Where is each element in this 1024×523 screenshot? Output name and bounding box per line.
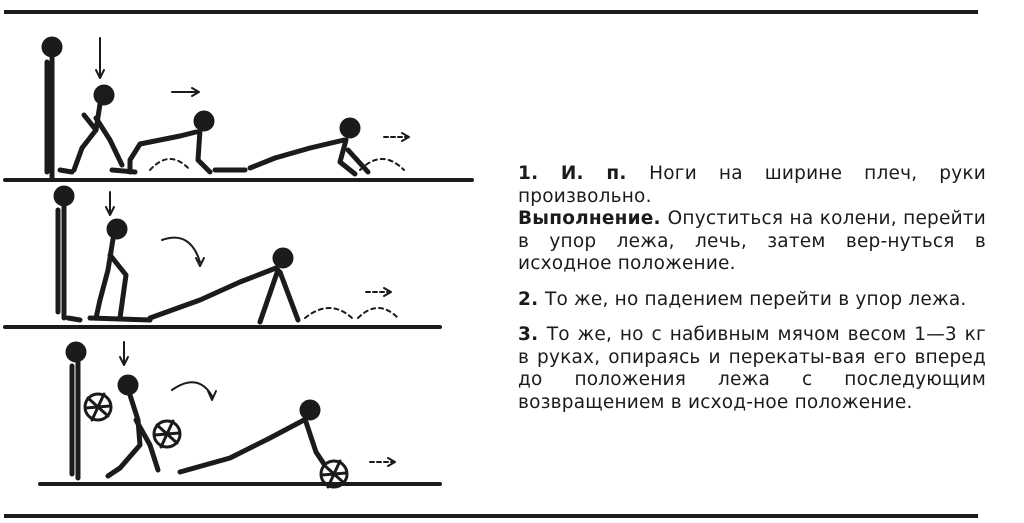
row3-standing-figure — [68, 344, 84, 478]
item-2-number: 2. — [518, 288, 545, 310]
item-3-text: То же, но с набивным мячом весом 1—3 кг в руках, опираясь и перекаты-вая его вперед до положения лежа с последующим возвращением в исход-ное положение. — [518, 324, 986, 413]
row2-standing-figure — [56, 188, 80, 320]
row1-standing-figure — [44, 39, 72, 178]
row1-support-figure — [130, 113, 245, 172]
row2-arc-dashed-2 — [358, 308, 398, 318]
row3-medicine-ball-icon-2 — [154, 421, 180, 447]
row2-bent-figure — [90, 221, 150, 320]
item-1-number: 1. — [518, 163, 561, 184]
item-1-text: Ноги на ширине плеч, руки произвольно. — [518, 163, 986, 207]
item-1-lead: И. п. — [560, 163, 650, 184]
item-2-text: То же, но падением перейти в упор лежа. — [544, 288, 967, 310]
exercise-illustration — [0, 0, 500, 523]
row3-kneeling-figure — [108, 377, 158, 476]
row3-prone-figure — [180, 402, 324, 472]
item-2 — [518, 289, 986, 312]
row2-arc-dashed — [305, 308, 352, 318]
row1-kneeling-figure — [74, 87, 135, 172]
row2-curved-arrow-icon — [162, 238, 200, 262]
row2-prone-figure — [150, 250, 298, 322]
item-1-body: Опуститься на колени, перейти в упор лежа, лечь, затем вер-нуться в исходное положение. — [518, 208, 986, 274]
item-1 — [518, 163, 986, 276]
exercise-description — [518, 163, 986, 427]
row3-medicine-ball-icon-1 — [85, 394, 111, 420]
row1-arc-dashed — [150, 159, 190, 170]
row3-curved-arrow-icon — [172, 382, 212, 396]
bottom-rule — [4, 514, 978, 518]
item-3-number: 3. — [518, 324, 547, 345]
item-3 — [518, 324, 986, 414]
row1-pushup-figure — [250, 120, 368, 174]
item-1-heading: Выполнение. — [518, 208, 668, 229]
